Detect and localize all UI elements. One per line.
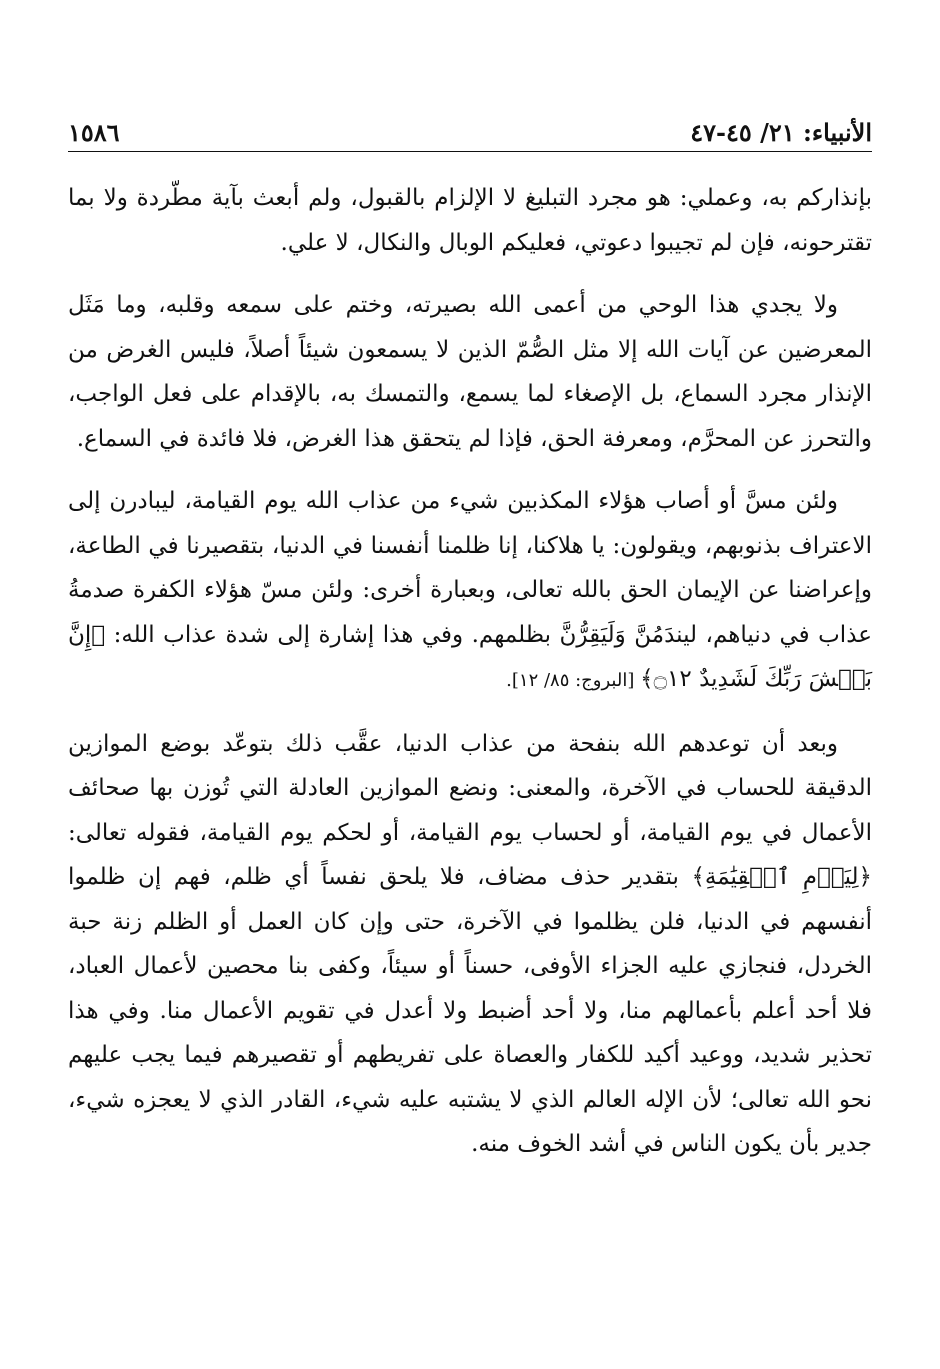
verse-citation: [البروج: ٨٥/ ١٢]. <box>506 670 641 691</box>
body-text <box>68 176 872 1185</box>
surah-reference: الأنبياء: ٢١/ ٤٥-٤٧ <box>690 118 872 147</box>
paragraph-1: بإنذاركم به، وعملي: هو مجرد التبليغ لا الإلزام بالقبول، ولم أبعث بآية مطّردة ولا بما تقترحونه، فإن لم تجيبوا دعوتي، فعليكم الوبال والنكال، لا علي. <box>68 185 872 256</box>
quran-phrase: ﴿لِيَوۡمِ ٱلۡقِيَٰمَةِ﴾ <box>691 864 872 890</box>
paragraph-4-text-after: بتقدير حذف مضاف، فلا يلحق نفساً أي ظلم، فهم إن ظلموا أنفسهم في الدنيا، فلن يظلموا في الآخرة، حتى وإن كان العمل أو الظلم زنة حبة الخردل، فنجازي عليه الجزاء الأوفى، حسناً أو سيئاً، وكفى بنا محصين لأعمال العباد، فلا أحد أعلم بأعمالهم منا، ولا أحد أضبط ولا أعدل في تقويم الأعمال منا. وفي هذا تحذير شديد، ووعيد أكيد للكفار والعصاة على تفريطهم أو تقصيرهم فيما يجب عليهم نحو الله تعالى؛ لأن الإله العالم الذي لا يشتبه عليه شيء، القادر الذي لا يعجزه شيء، جدير بأن يكون الناس في أشد الخوف منه. <box>68 864 872 1157</box>
paragraph-4 <box>68 722 872 1167</box>
running-header <box>68 112 872 152</box>
paragraph-3-text: ولئن مسَّ أو أصاب هؤلاء المكذبين شيء من عذاب الله يوم القيامة، ليبادرن إلى الاعتراف بذنوبهم، ويقولون: يا هلاكنا، إنا ظلمنا أنفسنا في الدنيا، بتقصيرنا في الطاعة، وإعراضنا عن الإيمان الحق بالله تعالى، وبعبارة أخرى: ولئن مسّ هؤلاء الكفرة صدمةُ عذاب في دنياهم، ليندَمُنَّ وَلَيَقِرُّنَّ بظلمهم. وفي هذا إشارة إلى شدة عذاب الله: <box>68 488 872 648</box>
paragraph-4-text-before: وبعد أن توعدهم الله بنفحة من عذاب الدنيا، عقَّب ذلك بتوعّد بوضع الموازين الدقيقة للحساب في الآخرة، والمعنى: ونضع الموازين العادلة التي تُوزن بها صحائف الأعمال في يوم القيامة، أو لحساب يوم القيامة، أو لحكم يوم القيامة، فقوله تعالى: <box>68 730 872 846</box>
quran-verse: ﴿إِنَّ بَطۡشَ رَبِّكَ لَشَدِيدٌ ۝١٢﴾ <box>68 621 872 692</box>
paragraph-3 <box>68 479 872 704</box>
paragraph-2: ولا يجدي هذا الوحي من أعمى الله بصيرته، وختم على سمعه وقلبه، وما مَثَل المعرضين عن آيات الله إلا مثل الصُّمّ الذين لا يسمعون شيئاً أصلاً، فليس الغرض من الإنذار مجرد السماع، بل الإصغاء لما يسمع، والتمسك به، بالإقدام على فعل الواجب، والتحرز عن المحرَّم، ومعرفة الحق، فإذا لم يتحقق هذا الغرض، فلا فائدة في السماع. <box>68 292 872 452</box>
page-number: ١٥٨٦ <box>68 118 120 147</box>
